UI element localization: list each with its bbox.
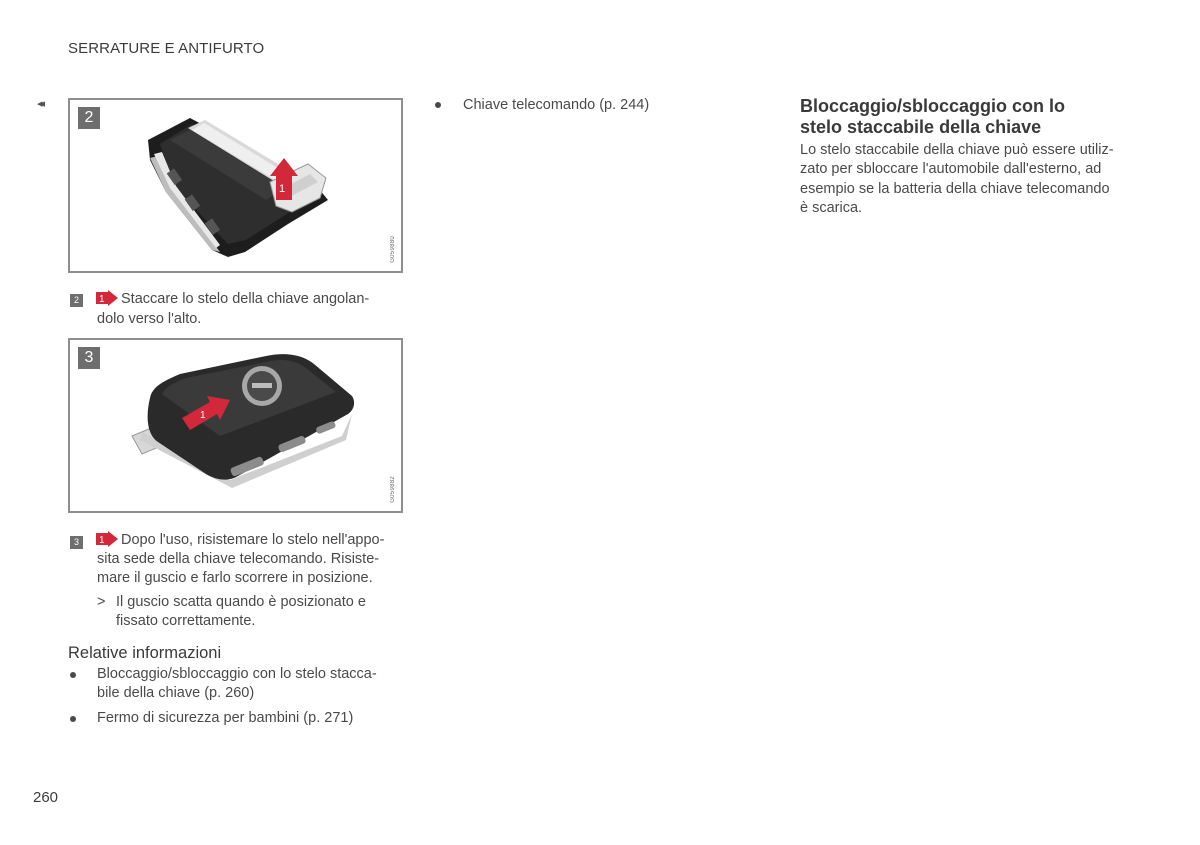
result-marker: > (97, 594, 106, 610)
figure-2 (68, 98, 403, 273)
section-heading-line-1: Bloccaggio/sbloccaggio con lo (800, 96, 1066, 116)
figure-2-number: 2 (78, 107, 100, 129)
related-link-1-line-2[interactable]: bile della chiave (p. 260) (97, 685, 255, 701)
svg-text:1: 1 (200, 410, 206, 421)
step-3-text-line-3: mare il guscio e farlo scorrere in posizione. (97, 570, 373, 586)
result-text-line-2: fissato correttamente. (116, 613, 256, 629)
bullet-icon (435, 102, 441, 108)
key-blade-removal-illustration (70, 100, 401, 271)
key-shell-slide-illustration (70, 340, 401, 511)
nav-back-icon[interactable]: ◂◂ (37, 98, 43, 110)
red-arrow-icon (96, 531, 118, 547)
bullet-icon (70, 716, 76, 722)
section-title: SERRATURE E ANTIFURTO (68, 40, 265, 57)
section-paragraph-line-2: zato per sbloccare l'automobile dall'esterno, ad (800, 161, 1102, 177)
section-paragraph-line-1: Lo stelo staccabile della chiave può essere utiliz- (800, 142, 1114, 158)
page-number: 260 (33, 789, 59, 806)
related-link-1-line-1[interactable]: Bloccaggio/sbloccaggio con lo stelo stacca- (97, 666, 377, 682)
step-3-text-line-1: Dopo l'uso, risistemare lo stelo nell'appo- (121, 532, 385, 548)
related-link-3[interactable]: Chiave telecomando (p. 244) (463, 97, 650, 113)
section-paragraph-line-3: esempio se la batteria della chiave telecomando (800, 181, 1110, 197)
svg-text:1: 1 (279, 183, 286, 195)
step-2-text-line-2: dolo verso l'alto. (97, 311, 202, 327)
section-paragraph-line-4: è scarica. (800, 200, 863, 216)
red-arrow-number: 1 (99, 535, 105, 546)
figure-2-code: G059880 (390, 236, 396, 263)
figure-3-number: 3 (78, 347, 100, 369)
step-2-text-line-1: Staccare lo stelo della chiave angolan- (121, 291, 370, 307)
step-3-text-line-2: sita sede della chiave telecomando. Risiste- (97, 551, 380, 567)
red-arrow-number: 1 (99, 294, 105, 305)
step-2-badge: 2 (70, 294, 83, 307)
related-info-heading: Relative informazioni (68, 644, 222, 662)
related-link-2[interactable]: Fermo di sicurezza per bambini (p. 271) (97, 710, 354, 726)
figure-3 (68, 338, 403, 513)
bullet-icon (70, 672, 76, 678)
result-text-line-1: Il guscio scatta quando è posizionato e (116, 594, 366, 610)
figure-3-code: G059882 (390, 476, 396, 503)
red-arrow-icon (96, 290, 118, 306)
step-3-badge: 3 (70, 536, 83, 549)
section-heading-line-2: stelo staccabile della chiave (800, 117, 1042, 137)
